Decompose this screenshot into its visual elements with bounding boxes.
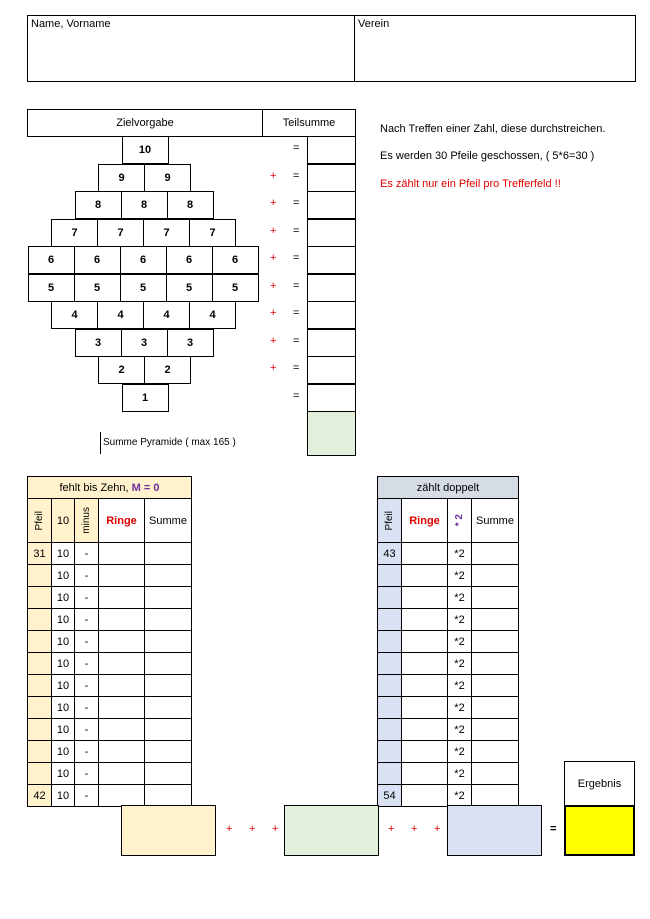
pfeil-cell — [377, 718, 402, 741]
plus-sign: + — [270, 169, 277, 182]
minus-cell: - — [74, 784, 99, 807]
result-box[interactable] — [564, 805, 635, 856]
subtotal-cell[interactable] — [307, 356, 356, 384]
summe-input[interactable] — [144, 564, 192, 587]
minus-cell: - — [74, 630, 99, 653]
summe-input[interactable] — [144, 784, 192, 807]
pfeil-cell — [377, 696, 402, 719]
summe-input[interactable] — [471, 608, 519, 631]
equals-sign: = — [293, 279, 300, 292]
summe-input[interactable] — [471, 630, 519, 653]
summe-input[interactable] — [144, 630, 192, 653]
summe-input[interactable] — [471, 652, 519, 675]
pyramid-cell[interactable]: 4 — [51, 301, 98, 329]
col-ten: 10 — [51, 498, 75, 543]
summe-input[interactable] — [144, 718, 192, 741]
equals-sign: = — [293, 197, 300, 209]
pyramid-cell[interactable]: 6 — [212, 246, 259, 274]
plus-sign: + — [411, 823, 418, 835]
plus-sign: + — [272, 823, 279, 835]
times-two-cell: *2 — [447, 542, 472, 565]
col-ringe-right: Ringe — [401, 498, 448, 543]
subtotal-cell[interactable] — [307, 329, 356, 357]
summe-input[interactable] — [144, 696, 192, 719]
result-header: Ergebnis — [564, 761, 635, 806]
pfeil-cell — [377, 564, 402, 587]
ten-cell: 10 — [51, 784, 75, 807]
pyramid-cell[interactable]: 8 — [167, 191, 214, 219]
pfeil-cell — [377, 652, 402, 675]
ringe-input[interactable] — [401, 696, 448, 719]
ringe-input[interactable] — [98, 784, 145, 807]
pfeil-cell — [27, 740, 52, 763]
pyramid-cell[interactable]: 3 — [75, 329, 122, 357]
plus-sign: + — [270, 334, 277, 347]
pyramid-cell[interactable]: 4 — [97, 301, 144, 329]
ten-cell: 10 — [51, 674, 75, 697]
plus-sign: + — [270, 307, 277, 319]
pyramid-sum-box[interactable] — [307, 411, 356, 456]
ringe-input[interactable] — [401, 740, 448, 763]
subtotal-header: Teilsumme — [262, 109, 356, 137]
ten-cell: 10 — [51, 586, 75, 609]
missing-to-ten-title: fehlt bis Zehn, — [59, 481, 129, 494]
times-two-cell: *2 — [447, 740, 472, 763]
equals-sign: = — [293, 307, 300, 319]
ringe-input[interactable] — [98, 718, 145, 741]
ten-cell: 10 — [51, 696, 75, 719]
pfeil-cell — [377, 762, 402, 785]
subtotal-cell[interactable] — [307, 301, 356, 329]
ringe-input[interactable] — [401, 652, 448, 675]
ringe-input[interactable] — [98, 762, 145, 785]
pyramid-sum-label: Summe Pyramide ( max 165 ) — [100, 432, 236, 454]
pyramid-cell[interactable]: 9 — [98, 164, 145, 192]
plus-sign: + — [270, 279, 277, 292]
minus-cell: - — [74, 674, 99, 697]
pyramid-cell[interactable]: 3 — [121, 329, 168, 357]
pfeil-cell — [27, 564, 52, 587]
pfeil-cell — [27, 652, 52, 675]
pfeil-cell: 42 — [27, 784, 52, 807]
col-pfeil-left — [27, 498, 52, 543]
pyramid-cell[interactable]: 4 — [189, 301, 236, 329]
summe-input[interactable] — [144, 542, 192, 565]
ringe-input[interactable] — [98, 652, 145, 675]
summe-input[interactable] — [471, 740, 519, 763]
summe-input[interactable] — [144, 608, 192, 631]
subtotal-cell[interactable] — [307, 246, 356, 274]
equals-sign: = — [293, 224, 300, 237]
subtotal-cell[interactable] — [307, 219, 356, 247]
pfeil-cell: 54 — [377, 784, 402, 807]
times-two-cell: *2 — [447, 674, 472, 697]
col-ringe-left: Ringe — [98, 498, 145, 543]
pfeil-cell — [377, 630, 402, 653]
summe-input[interactable] — [471, 718, 519, 741]
summe-input[interactable] — [144, 652, 192, 675]
plus-sign: + — [270, 252, 277, 264]
pfeil-cell — [377, 674, 402, 697]
plus-sign: + — [434, 823, 441, 835]
ten-cell: 10 — [51, 652, 75, 675]
pfeil-cell — [27, 674, 52, 697]
col-minus-label: minus — [81, 507, 92, 534]
times-two-cell: *2 — [447, 564, 472, 587]
times-two-cell: *2 — [447, 608, 472, 631]
pyramid-cell[interactable]: 4 — [143, 301, 190, 329]
summe-input[interactable] — [144, 674, 192, 697]
summe-input[interactable] — [471, 696, 519, 719]
target-header: Zielvorgabe — [27, 109, 263, 137]
col-times-two-label: * 2 — [454, 514, 465, 527]
pyramid-cell[interactable]: 8 — [75, 191, 122, 219]
ten-cell: 10 — [51, 718, 75, 741]
plus-sign: + — [270, 197, 277, 209]
times-two-cell: *2 — [447, 586, 472, 609]
minus-cell: - — [74, 740, 99, 763]
subtotal-cell[interactable] — [307, 164, 356, 192]
left-table-total-box[interactable] — [121, 805, 216, 856]
col-times-two — [447, 498, 472, 543]
ringe-input[interactable] — [401, 542, 448, 565]
subtotal-cell[interactable] — [307, 274, 356, 302]
col-summe-left: Summe — [144, 498, 192, 543]
missing-to-ten-header — [27, 476, 192, 499]
note-one-arrow: Es zählt nur ein Pfeil pro Trefferfeld !! — [380, 178, 561, 190]
pyramid-cell[interactable]: 2 — [144, 356, 191, 384]
note-arrow-count: Es werden 30 Pfeile geschossen, ( 5*6=30 ) — [380, 150, 595, 162]
equals-sign: = — [293, 169, 300, 182]
times-two-cell: *2 — [447, 696, 472, 719]
pyramid-cell[interactable]: 1 — [122, 384, 169, 412]
pfeil-cell — [377, 586, 402, 609]
pyramid-cell[interactable]: 6 — [28, 246, 75, 274]
summe-input[interactable] — [144, 586, 192, 609]
ten-cell: 10 — [51, 762, 75, 785]
pfeil-cell — [27, 586, 52, 609]
minus-cell: - — [74, 718, 99, 741]
pyramid-cell[interactable]: 6 — [166, 246, 213, 274]
plus-sign: + — [388, 823, 395, 835]
ringe-input[interactable] — [401, 586, 448, 609]
result-equals: = — [550, 823, 557, 835]
ringe-input[interactable] — [98, 630, 145, 653]
subtotal-cell[interactable] — [307, 136, 356, 164]
pyramid-cell[interactable]: 5 — [74, 274, 121, 302]
pfeil-cell — [377, 608, 402, 631]
times-two-cell: *2 — [447, 762, 472, 785]
ringe-input[interactable] — [98, 564, 145, 587]
pfeil-cell — [27, 718, 52, 741]
name-label: Name, Vorname — [31, 18, 111, 30]
col-minus — [74, 498, 99, 543]
pyramid-cell[interactable]: 5 — [166, 274, 213, 302]
pfeil-cell — [27, 762, 52, 785]
double-count-header: zählt doppelt — [377, 476, 519, 499]
plus-sign: + — [270, 362, 277, 374]
pfeil-cell — [377, 740, 402, 763]
club-field[interactable] — [354, 15, 636, 82]
ringe-input[interactable] — [98, 542, 145, 565]
summe-input[interactable] — [471, 762, 519, 785]
pyramid-cell[interactable]: 8 — [121, 191, 168, 219]
ringe-input[interactable] — [401, 784, 448, 807]
summe-input[interactable] — [471, 542, 519, 565]
pfeil-cell: 31 — [27, 542, 52, 565]
ringe-input[interactable] — [401, 630, 448, 653]
plus-sign: + — [270, 224, 277, 237]
pyramid-cell[interactable]: 7 — [189, 219, 236, 247]
pyramid-cell[interactable]: 3 — [167, 329, 214, 357]
summe-input[interactable] — [144, 740, 192, 763]
pyramid-total-box[interactable] — [284, 805, 379, 856]
pyramid-cell[interactable]: 5 — [28, 274, 75, 302]
times-two-cell: *2 — [447, 784, 472, 807]
minus-cell: - — [74, 762, 99, 785]
equals-sign: = — [293, 142, 300, 154]
times-two-cell: *2 — [447, 718, 472, 741]
ten-cell: 10 — [51, 608, 75, 631]
pyramid-cell[interactable]: 5 — [212, 274, 259, 302]
summe-input[interactable] — [471, 564, 519, 587]
pyramid-cell[interactable]: 7 — [143, 219, 190, 247]
ten-cell: 10 — [51, 542, 75, 565]
pfeil-cell — [27, 696, 52, 719]
pfeil-cell: 43 — [377, 542, 402, 565]
minus-cell: - — [74, 586, 99, 609]
pyramid-cell[interactable]: 6 — [74, 246, 121, 274]
ringe-input[interactable] — [98, 674, 145, 697]
pfeil-cell — [27, 630, 52, 653]
ten-cell: 10 — [51, 630, 75, 653]
name-field[interactable] — [27, 15, 355, 82]
summe-input[interactable] — [471, 784, 519, 807]
note-cross-out: Nach Treffen einer Zahl, diese durchstreichen. — [380, 123, 606, 135]
pyramid-cell[interactable]: 9 — [144, 164, 191, 192]
minus-cell: - — [74, 608, 99, 631]
pyramid-cell[interactable]: 5 — [120, 274, 167, 302]
col-summe-right: Summe — [471, 498, 519, 543]
equals-sign: = — [293, 389, 300, 402]
ringe-input[interactable] — [401, 564, 448, 587]
pyramid-cell[interactable]: 7 — [97, 219, 144, 247]
ringe-input[interactable] — [98, 586, 145, 609]
minus-cell: - — [74, 652, 99, 675]
ringe-input[interactable] — [401, 718, 448, 741]
pyramid-cell[interactable]: 10 — [122, 136, 169, 164]
right-table-total-box[interactable] — [447, 805, 542, 856]
ringe-input[interactable] — [401, 762, 448, 785]
minus-cell: - — [74, 564, 99, 587]
plus-sign: + — [249, 823, 256, 835]
equals-sign: = — [293, 334, 300, 347]
ten-cell: 10 — [51, 740, 75, 763]
pyramid-cell[interactable]: 7 — [51, 219, 98, 247]
ringe-input[interactable] — [401, 608, 448, 631]
col-pfeil-right-label: Pfeil — [384, 510, 395, 531]
pfeil-cell — [27, 608, 52, 631]
minus-cell: - — [74, 542, 99, 565]
minus-cell: - — [74, 696, 99, 719]
plus-sign: + — [226, 823, 233, 835]
pyramid-cell[interactable]: 6 — [120, 246, 167, 274]
summe-input[interactable] — [471, 674, 519, 697]
col-pfeil-right — [377, 498, 402, 543]
ringe-input[interactable] — [98, 740, 145, 763]
ten-cell: 10 — [51, 564, 75, 587]
subtotal-cell[interactable] — [307, 384, 356, 412]
subtotal-cell[interactable] — [307, 191, 356, 219]
equals-sign: = — [293, 362, 300, 374]
ringe-input[interactable] — [98, 608, 145, 631]
equals-sign: = — [293, 252, 300, 264]
m-equals-zero: M = 0 — [131, 481, 160, 494]
club-label: Verein — [358, 18, 390, 30]
pyramid-cell[interactable]: 2 — [98, 356, 145, 384]
ringe-input[interactable] — [401, 674, 448, 697]
summe-input[interactable] — [144, 762, 192, 785]
summe-input[interactable] — [471, 586, 519, 609]
ringe-input[interactable] — [98, 696, 145, 719]
times-two-cell: *2 — [447, 652, 472, 675]
col-pfeil-left-label: Pfeil — [34, 510, 45, 531]
times-two-cell: *2 — [447, 630, 472, 653]
